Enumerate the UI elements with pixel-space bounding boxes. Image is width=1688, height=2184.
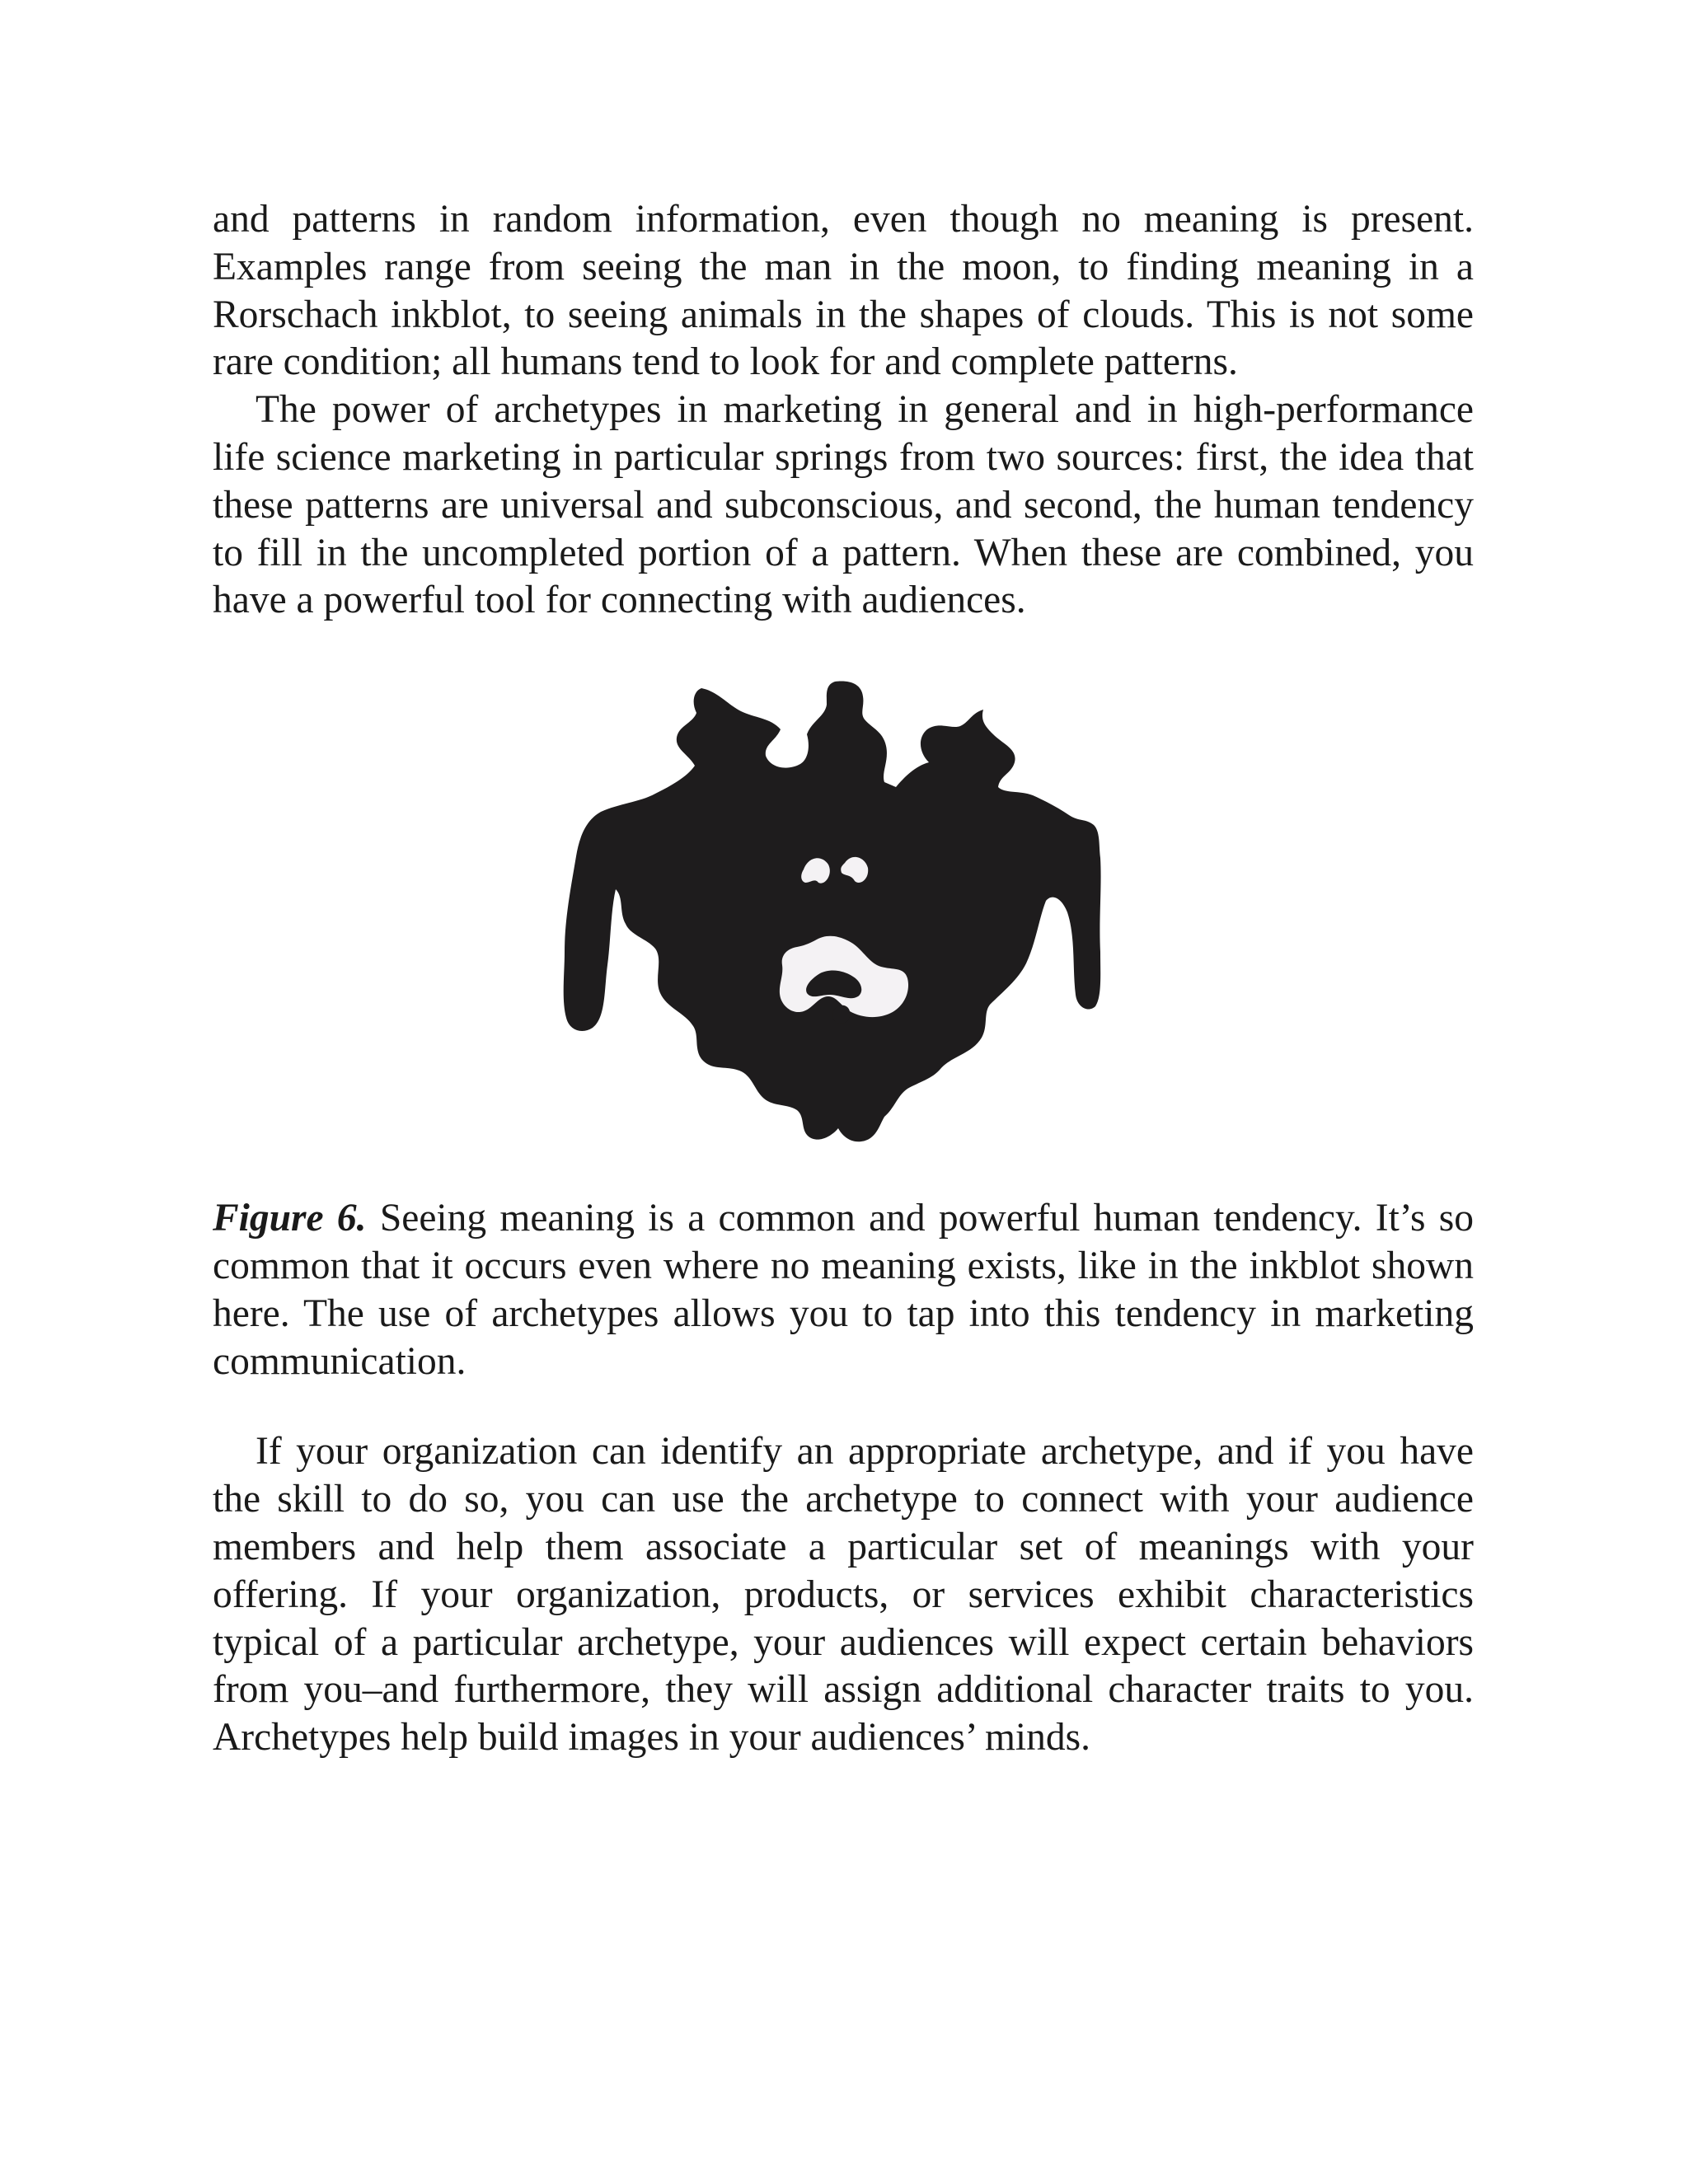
body-paragraph-1: and patterns in random information, even though no meaning is present. Examples range from seeing the man in the moon, to finding meaning in a Rorschach inkblot, to seeing animals in the shapes of clouds. This is not some rare condition; all humans tend to look for and complete patterns. [213, 198, 1474, 384]
figure-6 [213, 625, 1474, 1195]
figure-caption [213, 1195, 1474, 1385]
document-page [213, 196, 1474, 1762]
figure-caption-text: Seeing meaning is a common and powerful human tendency. It’s so common that it occurs even where no meaning exists, like in the inkblot shown here. The use of archetypes allows you to tap into this tendency in marketing communication. [213, 1197, 1474, 1383]
spacer [213, 1385, 1474, 1428]
rorschach-inkblot-image [532, 680, 1158, 1150]
body-paragraph-2: The power of archetypes in marketing in general and in high-performance life science marketing in particular springs from two sources: first, the idea that these patterns are universal and subconscious, and second, the human tendency to fill in the uncompleted portion of a pattern. When these are combined, you have a powerful tool for connecting with audiences. [213, 388, 1474, 622]
body-paragraph-3: If your organization can identify an appropriate archetype, and if you have the skill to do so, you can use the archetype to connect with your audience members and help them associate a particular set of meanings with your offering. If your organization, products, or services exhibit characteristics typical of a particular archetype, your audiences will expect certain behaviors from you–and furthermore, they will assign additional character traits to you. Archetypes help build images in your audiences’ minds. [213, 1430, 1474, 1760]
inkblot-shape [564, 682, 1101, 1142]
figure-label: Figure 6. [213, 1197, 367, 1240]
